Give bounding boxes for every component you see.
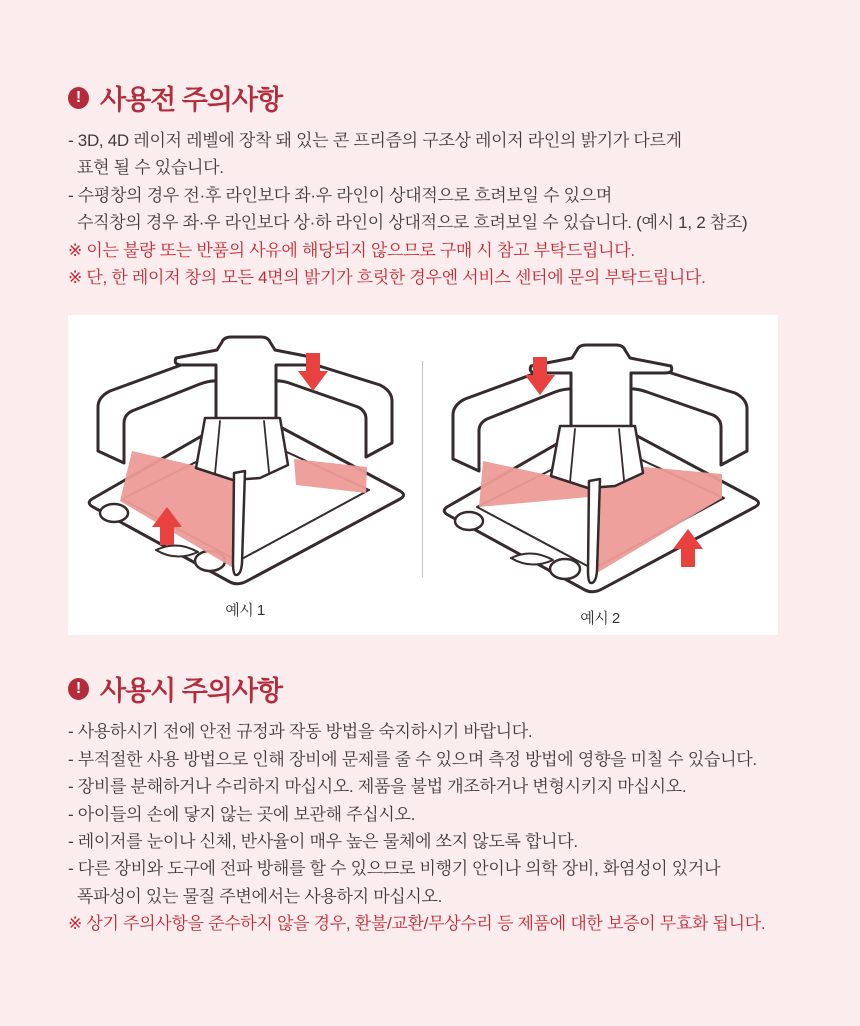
body-line: - 수평창의 경우 전·후 라인보다 좌·우 라인이 상대적으로 흐려보일 수 있으며: [68, 185, 612, 205]
body-line: 수직창의 경우 좌·우 라인보다 상·하 라인이 상대적으로 흐려보일 수 있습니다. (예시 1, 2 참조): [77, 213, 748, 233]
warning-icon: !: [68, 678, 89, 700]
in-use-lines: [0, 718, 860, 937]
body-line: 폭파성이 있는 물질 주변에서는 사용하지 마십시오.: [77, 886, 443, 906]
body-line: 표현 될 수 있습니다.: [77, 158, 224, 178]
example-figure-2: [423, 315, 777, 635]
body-line: - 레이저를 눈이나 신체, 반사율이 매우 높은 물체에 쏘지 않도록 합니다.: [68, 832, 578, 852]
notice-line: ※ 상기 주의사항을 준수하지 않을 경우, 환불/교환/무상수리 등 제품에 대한 보증이 무효화 됩니다.: [68, 914, 766, 934]
page-title: 사용시 주의사항: [100, 676, 283, 707]
page-title: 사용전 주의사항: [100, 85, 283, 115]
section-before-use: [0, 0, 860, 291]
body-line: - 사용하시기 전에 안전 규정과 작동 방법을 숙지하시기 바랍니다.: [68, 722, 533, 742]
laser-level-illustration-2: [425, 331, 775, 621]
notice-line: ※ 이는 불량 또는 반품의 사유에 해당되지 않으므로 구매 시 참고 부탁드립니다.: [68, 240, 635, 260]
body-line: - 장비를 분해하거나 수리하지 마십시오. 제품을 불법 개조하거나 변형시키지 마십시오.: [68, 777, 687, 797]
body-line: - 부적절한 사용 방법으로 인해 장비에 문제를 줄 수 있으며 측정 방법에 영향을 미칠 수 있습니다.: [68, 749, 757, 769]
notice-line: ※ 단, 한 레이저 창의 모든 4면의 밝기가 흐릿한 경우엔 서비스 센터에 문의 부탁드립니다.: [68, 268, 706, 288]
laser-level-illustration-1: [70, 323, 420, 613]
example-figure-1: [68, 315, 422, 635]
warning-icon: !: [68, 87, 89, 109]
figure-caption: 예시 1: [225, 602, 265, 619]
section-in-use: [0, 621, 860, 937]
figure-caption: 예시 2: [580, 610, 620, 627]
section-header: [68, 0, 860, 117]
body-line: - 3D, 4D 레이저 레벨에 장착 돼 있는 콘 프리즘의 구조상 레이저 라인의 밝기가 다르게: [68, 131, 682, 150]
before-use-lines: [0, 127, 860, 291]
body-line: - 다른 장비와 도구에 전파 방해를 할 수 있으므로 비행기 안이나 의학 장비, 화염성이 있거나: [68, 859, 721, 879]
body-line: - 아이들의 손에 닿지 않는 곳에 보관해 주십시오.: [68, 804, 416, 824]
figure-panel: [68, 315, 778, 635]
